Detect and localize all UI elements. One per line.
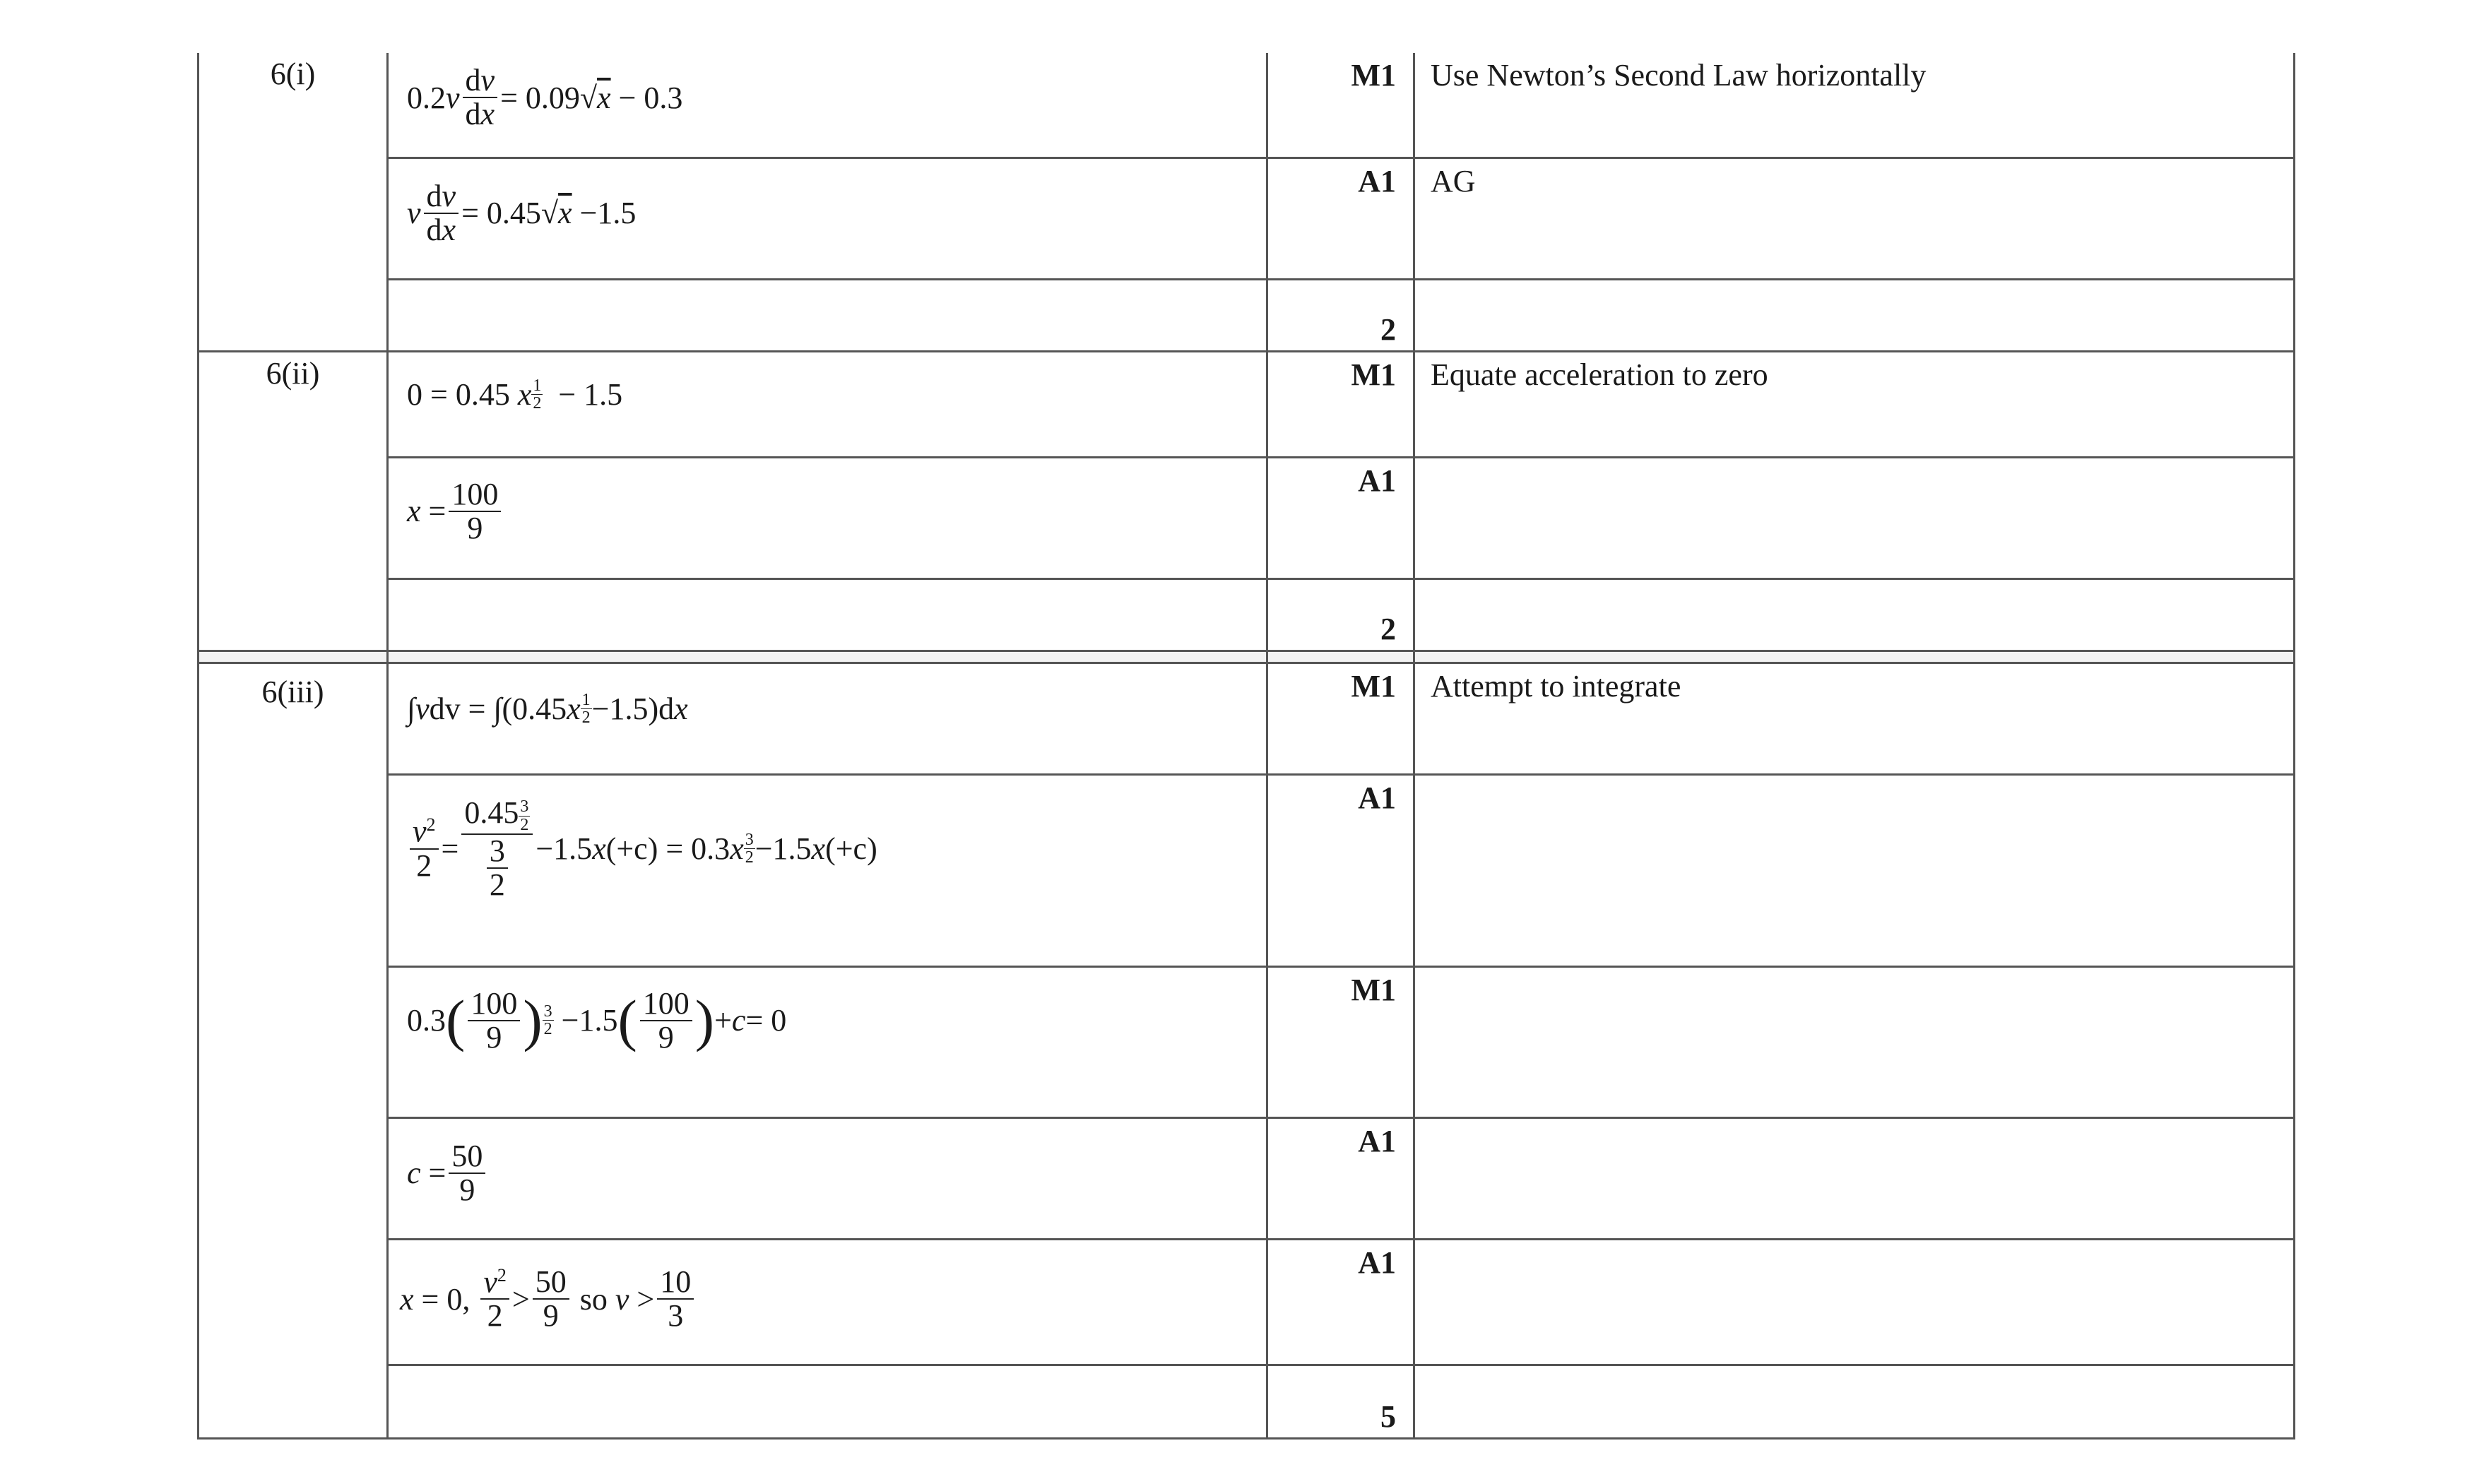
mark: M1 [1267, 351, 1414, 457]
answer-cell: v $\frac{dv}{dx}$ = 0.45 √x −1.5 [388, 158, 1267, 279]
section-divider [199, 651, 2295, 663]
table-row [199, 158, 2295, 279]
answer-cell: 0.2 v $\frac{dv}{dx}$ = 0.09 √x − 0.3 [388, 53, 1267, 158]
mark: M1 [1267, 663, 1414, 774]
table-row [199, 351, 2295, 457]
table-row [199, 966, 2295, 1117]
answer-cell: 0 = 0.45 x 1 2 − 1.5 [388, 351, 1267, 457]
table-row [199, 279, 2295, 351]
mark: A1 [1267, 1117, 1414, 1239]
table-row [199, 1365, 2295, 1438]
question-label: 6(i) [199, 53, 388, 351]
total-marks: 2 [1267, 578, 1414, 651]
total-marks: 5 [1267, 1365, 1414, 1438]
answer-cell: c = $\frac{50}{9}$ [388, 1117, 1267, 1239]
table-row [199, 53, 2295, 158]
table-row [199, 578, 2295, 651]
total-marks: 2 [1267, 279, 1414, 351]
table-row [199, 774, 2295, 966]
question-label: 6(ii) [199, 351, 388, 651]
mark: M1 [1267, 53, 1414, 158]
table-row [199, 1239, 2295, 1365]
table-row [199, 457, 2295, 578]
guidance-text: Equate acceleration to zero [1414, 351, 2295, 457]
table-row [199, 663, 2295, 774]
mark: A1 [1267, 158, 1414, 279]
mark: A1 [1267, 1239, 1414, 1365]
guidance-text: Use Newton’s Second Law horizontally [1414, 53, 2295, 158]
mark: A1 [1267, 457, 1414, 578]
answer-cell: $\frac{v^2}{2}$ = 0.45 $\frac{3}{2}$ $\frac{3}{2}$ −1.5 x (+c) = 0.3 x 3 2 −1.5 x (+c) [388, 774, 1267, 966]
question-label: 6(iii) [199, 663, 388, 1438]
mark: M1 [1267, 966, 1414, 1117]
answer-cell: ∫ v dv = ∫(0.45 x 1 2 −1.5)d x [388, 663, 1267, 774]
answer-cell: x = $\frac{100}{9}$ [388, 457, 1267, 578]
mark-scheme [197, 53, 2293, 1440]
answer-cell: 0.3 ( $\frac{100}{9}$ ) 3 2 −1.5 ( $\frac{100}{9}$ ) + c = 0 [388, 966, 1267, 1117]
mark-scheme-table [197, 53, 2295, 1440]
mark: A1 [1267, 774, 1414, 966]
guidance-text: AG [1414, 158, 2295, 279]
answer-cell: x = 0, $\frac{v^2}{2}$ > $\frac{50}{9}$ so v > $\frac{10}{3}$ [388, 1239, 1267, 1365]
table-row [199, 1117, 2295, 1239]
guidance-text: Attempt to integrate [1414, 663, 2295, 774]
